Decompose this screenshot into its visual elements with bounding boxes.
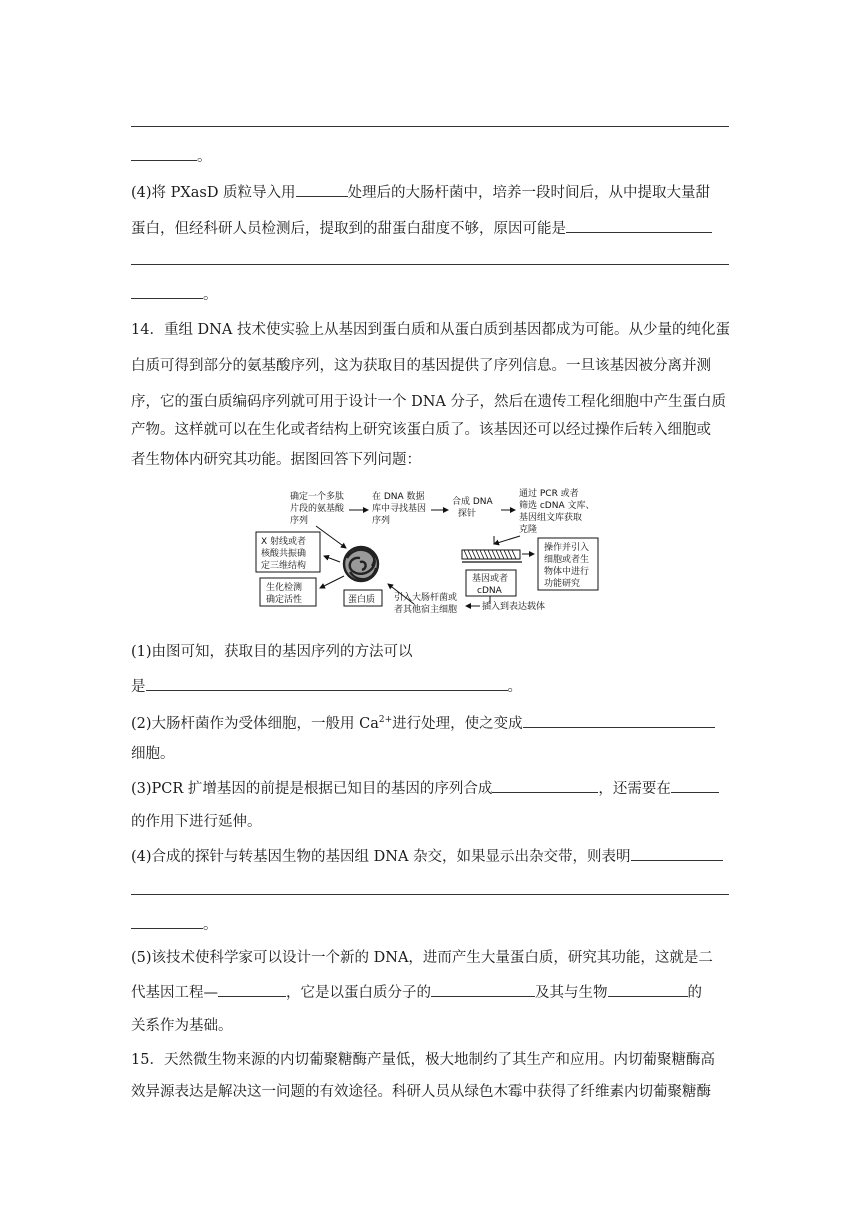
question-14-5-line2: 代基因工程— ，它是以蛋白质分子的 及其与生物 的 — [131, 982, 702, 1003]
answer-blank[interactable] — [671, 778, 719, 793]
svg-text:在 DNA 数据: 在 DNA 数据 — [372, 492, 425, 502]
question-14-2: (2)大肠杆菌作为受体细胞，一般用 $Ca^{2+}$进行处理，使之变成 — [131, 710, 715, 734]
answer-line-tail: 。 — [131, 284, 218, 305]
question-14-stem-line: 产物。这样就可以在生化或者结构上研究该蛋白质了。该基因还可以经过操作后转入细胞或 — [131, 422, 711, 438]
question-14-5-line3: 关系作为基础。 — [131, 1018, 233, 1034]
answer-blank[interactable] — [131, 146, 197, 161]
svg-text:生化检测: 生化检测 — [266, 583, 303, 593]
step-database-search — [372, 490, 426, 526]
question-13-4-line1: (4)将 PXasD 质粒导入用 处理后的大肠杆菌中，培养一段时间后，从中提取大量甜 — [131, 182, 710, 203]
question-14-5: (5)该技术使科学家可以设计一个新的 DNA，进而产生大量蛋白质，研究其功能，这就是二 — [131, 950, 713, 966]
answer-blank[interactable] — [218, 982, 286, 997]
question-15-line: 15．天然微生物来源的内切葡聚糖酶产量低，极大地制约了其生产和应用。内切葡聚糖酶高 — [131, 1052, 715, 1068]
arrow — [494, 536, 520, 544]
svg-text:插入到表达载体: 插入到表达载体 — [482, 602, 546, 612]
answer-blank[interactable] — [608, 982, 688, 997]
svg-text:操作并引入: 操作并引入 — [544, 543, 590, 553]
answer-blank[interactable] — [296, 182, 348, 197]
step-pcr-clone — [519, 488, 595, 535]
step-synthesize-probe — [452, 495, 494, 519]
insert-vector-label — [482, 600, 545, 612]
question-14-stem-line: 白质可得到部分的氨基酸序列，这为获取目的基因提供了序列信息。一旦该基因被分离并测 — [131, 358, 711, 374]
svg-text:蛋白质: 蛋白质 — [348, 595, 376, 605]
question-14-1: (1)由图可知，获取目的基因序列的方法可以 — [131, 644, 413, 660]
box-xray-structure — [256, 532, 320, 572]
svg-text:克隆: 克隆 — [519, 525, 538, 535]
question-14-stem-line: 序，它的蛋白质编码序列就可用于设计一个 DNA 分子，然后在遗传工程化细胞中产生蛋白质 — [131, 394, 726, 410]
svg-text:细胞或者生: 细胞或者生 — [544, 555, 590, 565]
question-14-3: (3)PCR 扩增基因的前提是根据已知目的基因的序列合成 ，还需要在 — [131, 778, 719, 799]
answer-blank[interactable] — [131, 914, 203, 929]
svg-text:合成 DNA: 合成 DNA — [452, 497, 493, 507]
answer-line — [131, 894, 729, 895]
box-gene-cdna — [466, 570, 516, 596]
answer-line — [131, 126, 729, 127]
svg-text:确定一个多肽: 确定一个多肽 — [290, 492, 345, 502]
svg-text:片段的氨基酸: 片段的氨基酸 — [290, 504, 345, 514]
answer-blank[interactable] — [631, 846, 723, 861]
svg-text:X 射线或者: X 射线或者 — [261, 537, 307, 547]
dna-double-strand-image — [462, 550, 522, 562]
question-14-3-cont: 的作用下进行延伸。 — [131, 814, 262, 830]
box-protein — [344, 590, 382, 606]
answer-blank[interactable] — [131, 284, 203, 299]
svg-text:核酸共振确: 核酸共振确 — [261, 549, 307, 559]
svg-text:基因组文库获取: 基因组文库获取 — [519, 513, 583, 523]
gene-protein-figure — [254, 488, 614, 618]
svg-text:物体中进行: 物体中进行 — [544, 567, 590, 577]
step-amino-acid-sequence — [290, 490, 345, 526]
question-13-4-line2: 蛋白，但经科研人员检测后，提取到的甜蛋白甜度不够，原因可能是 — [131, 218, 712, 239]
svg-text:者其他宿主细胞: 者其他宿主细胞 — [394, 605, 458, 615]
svg-text:引入大肠杆菌或: 引入大肠杆菌或 — [394, 593, 458, 603]
svg-text:通过 PCR 或者: 通过 PCR 或者 — [519, 489, 579, 499]
svg-text:筛选 cDNA 文库、: 筛选 cDNA 文库、 — [519, 501, 595, 511]
answer-blank[interactable] — [146, 676, 508, 691]
svg-text:基因或者: 基因或者 — [472, 574, 509, 584]
question-14-1-answer: 是 。 — [131, 676, 522, 697]
svg-text:功能研究: 功能研究 — [544, 579, 581, 589]
svg-text:探针: 探针 — [458, 509, 477, 519]
question-15-line: 效异源表达是解决这一问题的有效途径。科研人员从绿色木霉中获得了纤维素内切葡聚糖酶 — [131, 1084, 711, 1100]
svg-text:序列: 序列 — [372, 516, 391, 526]
arrow — [324, 556, 340, 562]
arrow — [320, 576, 344, 588]
svg-text:序列: 序列 — [290, 516, 309, 526]
question-14-4: (4)合成的探针与转基因生物的基因组 DNA 杂交，如果显示出杂交带，则表明 — [131, 846, 723, 867]
svg-text:库中寻找基因: 库中寻找基因 — [372, 504, 427, 514]
answer-blank[interactable] — [492, 778, 598, 793]
question-14-stem-line: 14．重组 DNA 技术使实验上从基因到蛋白质和从蛋白质到基因都成为可能。从少量的纯化蛋 — [131, 322, 730, 338]
answer-line — [131, 264, 729, 265]
box-function-study — [538, 538, 598, 590]
svg-text:确定活性: 确定活性 — [266, 595, 303, 605]
box-bio-activity — [260, 578, 316, 606]
answer-line-tail: 。 — [131, 914, 218, 935]
question-14-stem-line: 者生物体内研究其功能。据图回答下列问题： — [131, 452, 421, 468]
answer-blank[interactable] — [431, 982, 535, 997]
question-14-2-cont: 细胞。 — [131, 746, 175, 762]
protein-structure-image — [344, 547, 378, 581]
svg-text:定三维结构: 定三维结构 — [261, 561, 307, 571]
svg-text:cDNA: cDNA — [477, 586, 502, 596]
answer-blank[interactable] — [566, 218, 712, 233]
answer-blank[interactable] — [523, 713, 715, 728]
answer-line-tail: 。 — [131, 146, 212, 167]
host-cell-label — [394, 591, 457, 615]
